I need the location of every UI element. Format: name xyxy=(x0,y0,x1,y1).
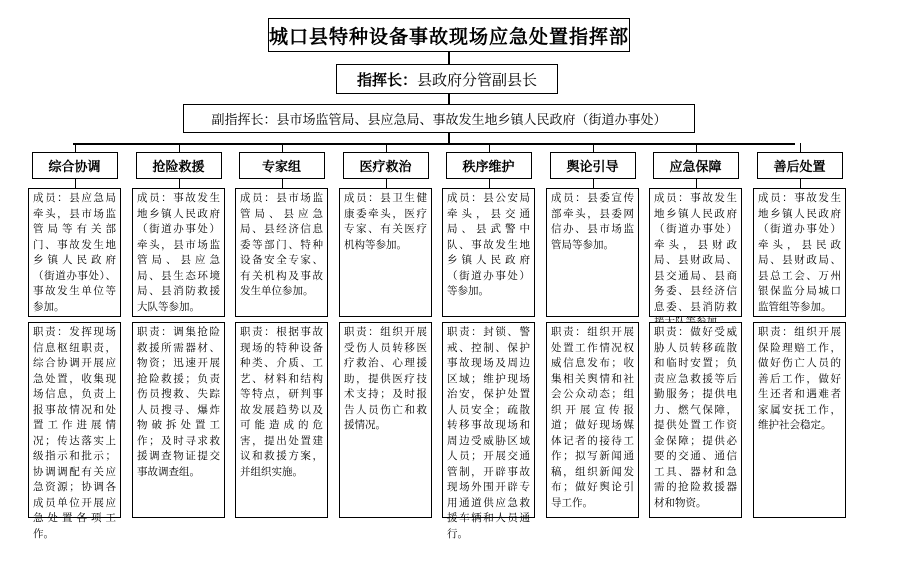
group-title: 秩序维护 xyxy=(446,152,532,179)
group-duty: 职责：组织开展受伤人员转移医疗救治、心理援助，提供医疗技术支持；及时报告人员伤亡和救援情况。 xyxy=(339,322,432,518)
connector-group-0 xyxy=(75,143,77,152)
group-duty: 职责：做好受威胁人员转移疏散和临时安置；负责应急救援等后勤服务；提供电力、燃气保障，提供处置工作资金保障；提供必要的交通、通信工具、器材和急需的抢险救援器材和物资。 xyxy=(649,322,742,518)
connector-group-6 xyxy=(696,143,698,152)
group-title: 抢险救援 xyxy=(136,152,222,179)
group-duty: 职责：发挥现场信息枢纽职责，综合协调开展应急处置，收集现场信息，负责上报事故情况和处置工作进展情况；传达落实上级指示和批示；协调调配有关应急资源；协调各成员单位开展应急处置各项工作。 xyxy=(28,322,121,518)
group-title: 应急保障 xyxy=(653,152,739,179)
group-duty: 职责：根据事故现场的特种设备种类、介质、工艺、材料和结构等特点，研判事故发展趋势以及可能造成的危害，提出处置建议和救援方案，并组织实施。 xyxy=(235,322,328,518)
deputy-box xyxy=(183,104,695,133)
connector-commander-deputy xyxy=(448,94,450,104)
group-members: 成员：事故发生地乡镇人民政府（街道办事处）牵头，县市场监管局、县应急局、县生态环境局、县消防救援大队等参加。 xyxy=(132,188,225,317)
connector-group-3 xyxy=(386,143,388,152)
group-members: 成员：县市场监管局、县应急局、县经济信息委等部门、特种设备安全专家、有关机构及事故发生单位参加。 xyxy=(235,188,328,317)
connector-bus xyxy=(73,143,795,145)
group-duty: 职责：封锁、警戒、控制、保护事故现场及周边区域；维护现场治安，保护处置人员安全；疏散转移事故现场和周边受威胁区域人员；开展交通管制，开辟事故现场外围开辟专用通道供应急救援车辆和人员通行。 xyxy=(442,322,535,518)
group-members: 成员：县公安局牵头，县交通局、县武警中队、事故发生地乡镇人民政府（街道办事处）等参加。 xyxy=(442,188,535,317)
deputy-value: 县市场监管局、县应急局、事故发生地乡镇人民政府（街道办事处） xyxy=(276,113,667,128)
connector-title-members-7 xyxy=(800,179,802,188)
connector-title-members-1 xyxy=(179,179,181,188)
connector-title-commander xyxy=(448,52,450,64)
commander-label: 指挥长： xyxy=(356,70,417,89)
group-title: 舆论引导 xyxy=(550,152,636,179)
group-duty: 职责：组织开展保险理赔工作，做好伤亡人员的善后工作，做好生还者和遇难者家属安抚工作，维护社会稳定。 xyxy=(753,322,846,518)
chart-title: 城口县特种设备事故现场应急处置指挥部 xyxy=(268,18,630,52)
group-members: 成员：县卫生健康委牵头，医疗专家、有关医疗机构等参加。 xyxy=(339,188,432,317)
connector-group-1 xyxy=(179,143,181,152)
group-duty: 职责：组织开展处置工作情况权威信息发布；收集相关舆情和社会公众动态；组织开展宣传报道；做好现场媒体记者的接待工作；拟写新闻通稿，组织新闻发布；做好舆论引导工作。 xyxy=(546,322,639,518)
connector-group-2 xyxy=(282,143,284,152)
commander-box xyxy=(336,64,558,94)
connector-title-members-5 xyxy=(593,179,595,188)
connector-title-members-4 xyxy=(489,179,491,188)
group-members: 成员：县应急局牵头，县市场监管局等有关部门、事故发生地乡镇人民政府（街道办事处）、事故发生单位等参加。 xyxy=(28,188,121,317)
connector-group-7 xyxy=(800,143,802,152)
group-duty: 职责：调集抢险救援所需器材、物资；迅速开展抢险救援；负责伤员搜救、失踪人员搜寻、爆炸物破拆处置工作；及时寻求救援调查物证提交事故调查组。 xyxy=(132,322,225,518)
group-members: 成员：县委宣传部牵头，县委网信办、县市场监管局等参加。 xyxy=(546,188,639,317)
connector-title-members-2 xyxy=(282,179,284,188)
group-title: 专家组 xyxy=(239,152,325,179)
connector-group-4 xyxy=(489,143,491,152)
connector-title-members-3 xyxy=(386,179,388,188)
deputy-label: 副指挥长： xyxy=(211,113,277,128)
connector-group-5 xyxy=(593,143,595,152)
commander-value: 县政府分管副县长 xyxy=(417,70,538,89)
connector-deputy-bus xyxy=(448,133,450,143)
connector-title-members-0 xyxy=(75,179,77,188)
group-members: 成员：事故发生地乡镇人民政府（街道办事处）牵头，县民政局、县财政局、县总工会、万州银保监分局城口监管组等参加。 xyxy=(753,188,846,317)
group-title: 医疗救治 xyxy=(343,152,429,179)
group-members: 成员：事故发生地乡镇人民政府（街道办事处）牵头，县财政局、县财政局、县交通局、县商务委、县经济信息委、县消防救 xyxy=(649,188,742,317)
group-title: 善后处置 xyxy=(757,152,843,179)
connector-title-members-6 xyxy=(696,179,698,188)
group-title: 综合协调 xyxy=(32,152,118,179)
